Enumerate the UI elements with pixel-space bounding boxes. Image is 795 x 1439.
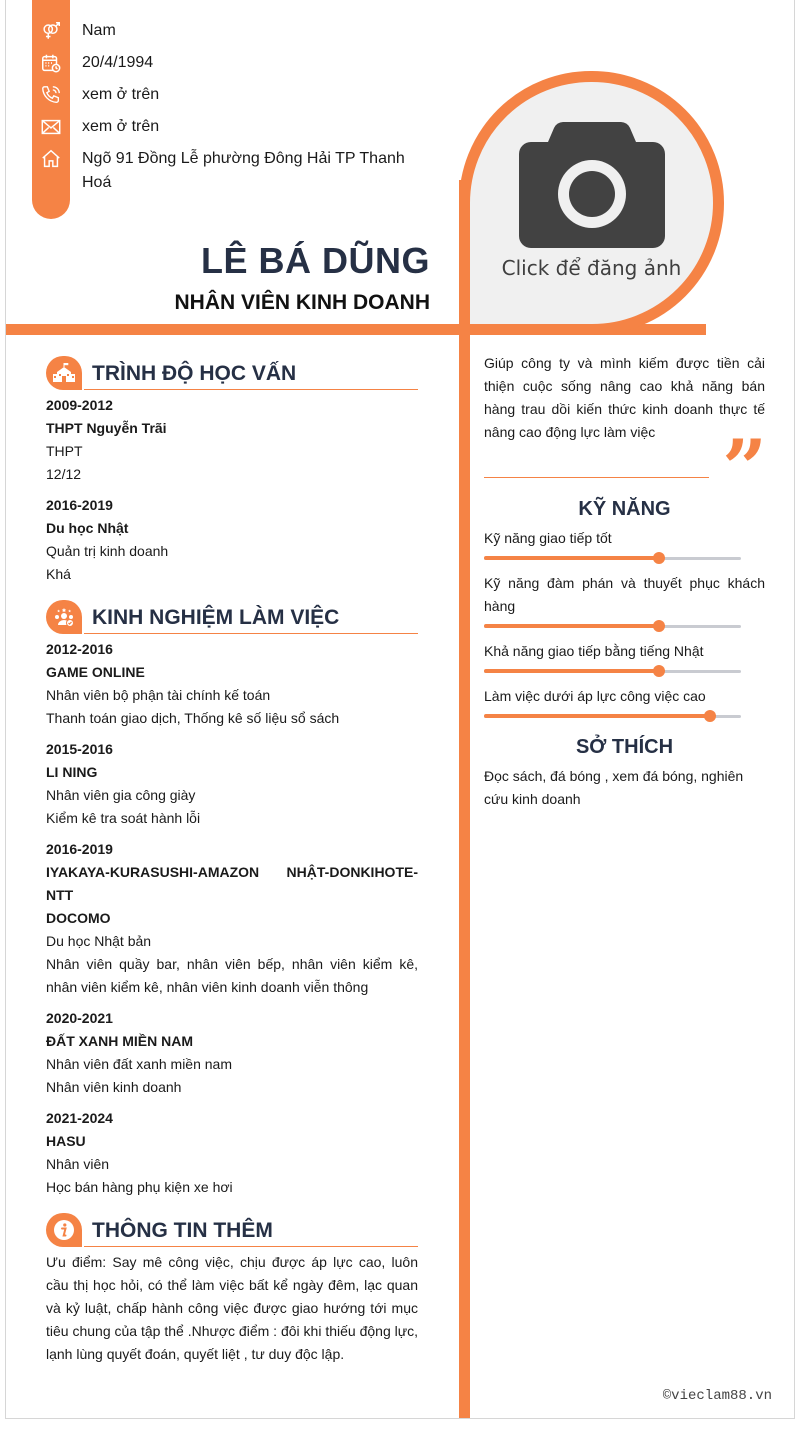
skill-name[interactable]: Kỹ năng đàm phán và thuyết phục khách hàng <box>484 575 765 614</box>
contact-address <box>32 147 432 195</box>
major[interactable]: Quản trị kinh doanh <box>46 543 169 559</box>
skill-slider[interactable] <box>484 618 741 634</box>
company[interactable]: ĐẤT XANH MIỀN NAM <box>46 1033 193 1049</box>
additional-info-section <box>46 1211 418 1366</box>
section-title: THÔNG TIN THÊM <box>92 1219 273 1242</box>
result[interactable]: Khá <box>46 566 71 582</box>
experience-entry <box>46 1007 418 1099</box>
description[interactable]: Kiểm kê tra soát hành lỗi <box>46 810 201 826</box>
cv-page <box>5 0 795 1419</box>
skill-item <box>484 572 765 634</box>
section-header <box>46 1211 418 1247</box>
section-rule <box>84 1246 418 1247</box>
skill-name[interactable]: Khả năng giao tiếp bằng tiếng Nhật <box>484 643 704 659</box>
position[interactable]: Nhân viên đất xanh miền nam <box>46 1056 232 1072</box>
phone-icon <box>32 83 70 107</box>
period[interactable]: 2015-2016 <box>46 741 113 757</box>
additional-info-text[interactable]: Ưu điểm: Say mê công việc, chịu được áp lực cao, luôn cầu thị học hỏi, có thể làm việc bất kể ngày đêm, lạc quan và kỷ luật, chấp hành công việc được giao hướng tới mục tiêu chung của tập thể .Nhược điểm : đôi khi thiếu động lực, lạnh lùng quyết đoán, quyết liệt , tư duy độc lập. <box>46 1254 418 1362</box>
experience-section <box>46 598 418 1199</box>
left-column <box>46 354 418 1378</box>
experience-entry <box>46 1107 418 1199</box>
contact-birthday <box>32 51 432 83</box>
contact-list <box>32 19 432 195</box>
skill-item <box>484 640 765 679</box>
info-icon <box>46 1213 82 1247</box>
skill-name[interactable]: Kỹ năng giao tiếp tốt <box>484 530 612 546</box>
position[interactable]: Nhân viên bộ phận tài chính kế toán <box>46 687 271 703</box>
job-title[interactable]: NHÂN VIÊN KINH DOANH <box>174 291 430 314</box>
period[interactable]: 2020-2021 <box>46 1010 113 1026</box>
phone-value[interactable]: xem ở trên <box>82 86 160 103</box>
education-entry <box>46 394 418 486</box>
period[interactable]: 2016-2019 <box>46 497 113 513</box>
skill-slider[interactable] <box>484 663 741 679</box>
section-rule <box>84 633 418 634</box>
mail-icon <box>32 115 70 139</box>
skill-item <box>484 685 765 724</box>
experience-entry <box>46 838 418 999</box>
company[interactable]: GAME ONLINE <box>46 664 145 680</box>
slider-fill <box>484 624 659 628</box>
section-title: TRÌNH ĐỘ HỌC VẤN <box>92 362 297 385</box>
email-value[interactable]: xem ở trên <box>82 118 160 135</box>
skill-slider[interactable] <box>484 550 741 566</box>
quote-rule <box>484 477 709 478</box>
contact-phone <box>32 83 432 115</box>
calendar-icon <box>32 51 70 75</box>
slider-fill <box>484 714 710 718</box>
skills-title: KỸ NĂNG <box>578 498 671 520</box>
school[interactable]: Du học Nhật <box>46 520 129 536</box>
hobbies-text[interactable]: Đọc sách, đá bóng , xem đá bóng, nghiên cứu kinh doanh <box>484 768 744 807</box>
skill-slider[interactable] <box>484 708 741 724</box>
education-entry <box>46 494 418 586</box>
contact-gender <box>32 19 432 51</box>
quote-icon: ” <box>722 423 767 514</box>
section-header <box>46 598 418 634</box>
result[interactable]: 12/12 <box>46 466 82 482</box>
section-title: KINH NGHIỆM LÀM VIỆC <box>92 606 340 629</box>
company-continued[interactable]: DOCOMO <box>46 910 111 926</box>
position[interactable]: Nhân viên gia công giày <box>46 787 196 803</box>
school-icon <box>46 356 82 390</box>
slider-fill <box>484 669 659 673</box>
gender-icon <box>32 19 70 43</box>
experience-entry <box>46 738 418 830</box>
section-rule <box>84 389 418 390</box>
section-header <box>46 354 418 390</box>
address-value[interactable]: Ngõ 91 Đồng Lễ phường Đông Hải TP Thanh Hoá <box>82 150 405 191</box>
company[interactable]: LI NING <box>46 764 98 780</box>
home-icon <box>32 147 70 171</box>
photo-upload[interactable] <box>459 71 724 335</box>
period[interactable]: 2021-2024 <box>46 1110 113 1126</box>
right-column <box>484 352 765 811</box>
period[interactable]: 2016-2019 <box>46 841 113 857</box>
camera-icon <box>519 122 665 248</box>
watermark: ©vieclam88.vn <box>662 1388 772 1404</box>
major[interactable]: THPT <box>46 443 83 459</box>
position[interactable]: Nhân viên <box>46 1156 110 1172</box>
skill-name[interactable]: Làm việc dưới áp lực công việc cao <box>484 688 706 704</box>
description[interactable]: Nhân viên kinh doanh <box>46 1079 182 1095</box>
period[interactable]: 2009-2012 <box>46 397 113 413</box>
experience-entry <box>46 638 418 730</box>
slider-knob[interactable] <box>653 620 665 632</box>
period[interactable]: 2012-2016 <box>46 641 113 657</box>
description[interactable]: Thanh toán giao dịch, Thống kê số liệu sổ sách <box>46 710 340 726</box>
position[interactable]: Du học Nhật bản <box>46 933 152 949</box>
description[interactable]: Học bán hàng phụ kiện xe hơi <box>46 1179 233 1195</box>
slider-knob[interactable] <box>653 552 665 564</box>
photo-upload-label: Click để đăng ảnh <box>501 256 682 280</box>
contact-email <box>32 115 432 147</box>
career-objective[interactable]: Giúp công ty và mình kiếm được tiền cải thiện cuộc sống nâng cao khả năng bán hàng trau dồi kiến thức kinh doanh thực tế nâng cao động lực làm việc <box>484 355 765 440</box>
vertical-divider <box>459 180 470 1419</box>
hobbies-title: SỞ THÍCH <box>575 736 674 758</box>
school[interactable]: THPT Nguyễn Trãi <box>46 420 167 436</box>
team-rating-icon <box>46 600 82 634</box>
birthday-value[interactable]: 20/4/1994 <box>82 54 154 71</box>
description[interactable]: Nhân viên quầy bar, nhân viên bếp, nhân viên kiểm kê, nhân viên kiểm kê, nhân viên kinh doanh viễn thông <box>46 956 418 995</box>
slider-knob[interactable] <box>653 665 665 677</box>
education-section <box>46 354 418 586</box>
skill-item <box>484 527 765 566</box>
company[interactable]: IYAKAYA-KURASUSHI-AMAZON NHẬT-DONKIHOTE-NTT <box>46 864 418 903</box>
slider-knob[interactable] <box>704 710 716 722</box>
candidate-name[interactable]: LÊ BÁ DŨNG <box>201 240 430 281</box>
slider-fill <box>484 556 659 560</box>
gender-value[interactable]: Nam <box>82 22 116 39</box>
company[interactable]: HASU <box>46 1133 86 1149</box>
